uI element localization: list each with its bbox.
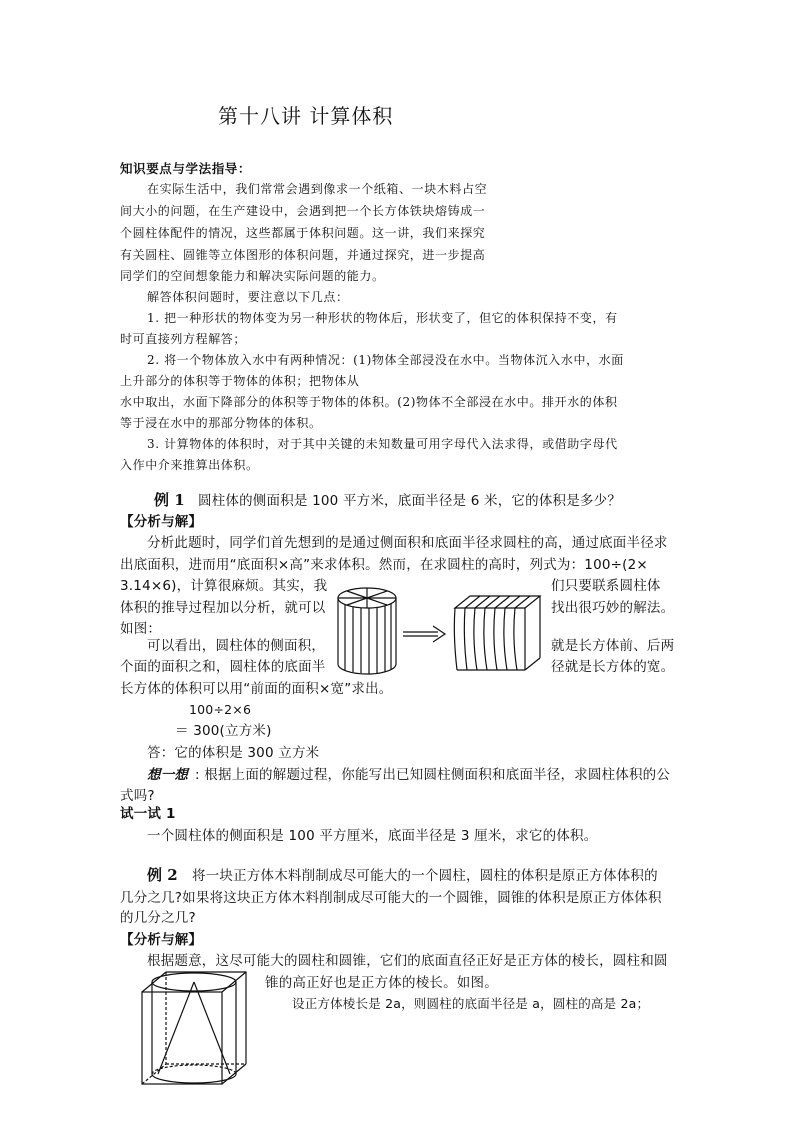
try-label: 试一试 1 bbox=[120, 806, 176, 822]
text-line: 间大小的问题，在生产建设中，会遇到把一个长方体铁块熔铸成一 bbox=[120, 204, 486, 218]
example-1-question: 圆柱体的侧面积是 100 平方米，底面半径是 6 米，它的体积是多少？ bbox=[198, 493, 622, 509]
example-1-label: 例 1 bbox=[154, 491, 185, 509]
text-line: 的几分之几? bbox=[120, 910, 196, 926]
text-line: 锥的高正好也是正方体的棱长。如图。 bbox=[265, 975, 498, 991]
text-line: 可以看出，圆柱体的侧面积， bbox=[147, 638, 326, 654]
text-line: 个面的面积之和，圆柱体的底面半 bbox=[120, 659, 326, 675]
think-text: : 根据上面的解题过程，你能写出已知圆柱侧面积和底面半径，求圆柱体积的公 bbox=[195, 767, 671, 783]
text-line: 水中取出，水面下降部分的体积等于物体的体积。(2)物体不全部浸在水中。排开水的体积 bbox=[120, 395, 618, 409]
page-title: 第十八讲 计算体积 bbox=[218, 104, 394, 128]
cylinder-to-cuboid-figure bbox=[335, 586, 545, 676]
text-line: 有关圆柱、圆锥等立体图形的体积问题，并通过探究，进一步提高 bbox=[120, 248, 486, 262]
text-line: 时可直接列方程解答； bbox=[120, 332, 247, 346]
example-2-label: 例 2 bbox=[147, 866, 178, 884]
analysis-heading: 【分析与解】 bbox=[120, 932, 203, 948]
text-line: 长方体的体积可以用“前面的面积×宽”求出。 bbox=[120, 681, 393, 697]
text-line: 分析此题时，同学们首先想到的是通过侧面积和底面半径求圆柱的高，通过底面半径求 bbox=[147, 535, 668, 551]
text-line: 3. 计算物体的体积时，对于其中关键的未知数量可用字母代入法求得，或借助字母代 bbox=[147, 437, 618, 451]
text-line: 就是长方体前、后两 bbox=[551, 638, 675, 654]
text-line: 解答体积问题时，要注意以下几点： bbox=[147, 290, 349, 304]
text-line: 2. 将一个物体放入水中有两种情况：(1)物体全部浸没在水中。当物体沉入水中，水面 bbox=[147, 353, 624, 367]
text-line: 径就是长方体的宽。 bbox=[551, 659, 675, 675]
text-line: 根据题意，这尽可能大的圆柱和圆锥，它们的底面直径正好是正方体的棱长，圆柱和圆 bbox=[147, 953, 668, 969]
text-line: 找出很巧妙的解法。 bbox=[551, 600, 675, 616]
text-line: 3.14×6)，计算很麻烦。其实，我 bbox=[120, 578, 328, 594]
calc-line: 100÷2×6 bbox=[189, 702, 252, 717]
cube-cylinder-cone-figure bbox=[138, 970, 253, 1088]
think-label: 想一想 bbox=[147, 767, 189, 783]
text-line: 几分之几?如果将这块正方体木料削制成尽可能大的一个圆锥，圆锥的体积是原正方体体积 bbox=[120, 890, 662, 906]
answer-line: 答：它的体积是 300 立方米 bbox=[147, 745, 320, 761]
calc-line: ＝ 300(立方米) bbox=[175, 723, 272, 739]
try-text: 一个圆柱体的侧面积是 100 平方厘米，底面半径是 3 厘米，求它的体积。 bbox=[147, 828, 598, 844]
text-line: 入作中介来推算出体积。 bbox=[120, 458, 259, 472]
text-line: 上升部分的体积等于物体的体积；把物体从 bbox=[120, 374, 360, 388]
text-line: 等于浸在水中的那部分物体的体积。 bbox=[120, 416, 322, 430]
text-line: 出底面积，进而用“底面积×高”来求体积。然而，在求圆柱的高时，列式为：100÷(2× bbox=[120, 557, 648, 573]
think-text: 式吗? bbox=[120, 788, 155, 804]
text-line: 体积的推导过程加以分析，就可以 bbox=[120, 600, 326, 616]
text-line: 如图： bbox=[120, 621, 162, 637]
text-line: 设正方体棱长是 2a，则圆柱的底面半径是 a，圆柱的高是 2a； bbox=[292, 996, 650, 1011]
analysis-heading: 【分析与解】 bbox=[120, 514, 203, 530]
section-heading: 知识要点与学法指导： bbox=[120, 161, 252, 176]
example-2-question: 将一块正方体木料削制成尽可能大的一个圆柱，圆柱的体积是原正方体体积的 bbox=[192, 868, 658, 884]
text-line: 同学们的空间想象能力和解决实际问题的能力。 bbox=[120, 269, 385, 283]
text-line: 们只要联系圆柱体 bbox=[551, 578, 661, 594]
text-line: 个圆柱体配件的情况，这些都属于体积问题。这一讲，我们来探究 bbox=[120, 226, 486, 240]
text-line: 1. 把一种形状的物体变为另一种形状的物体后，形状变了，但它的体积保持不变，有 bbox=[147, 311, 618, 325]
text-line: 在实际生活中，我们常常会遇到像求一个纸箱、一块木料占空 bbox=[147, 182, 488, 196]
